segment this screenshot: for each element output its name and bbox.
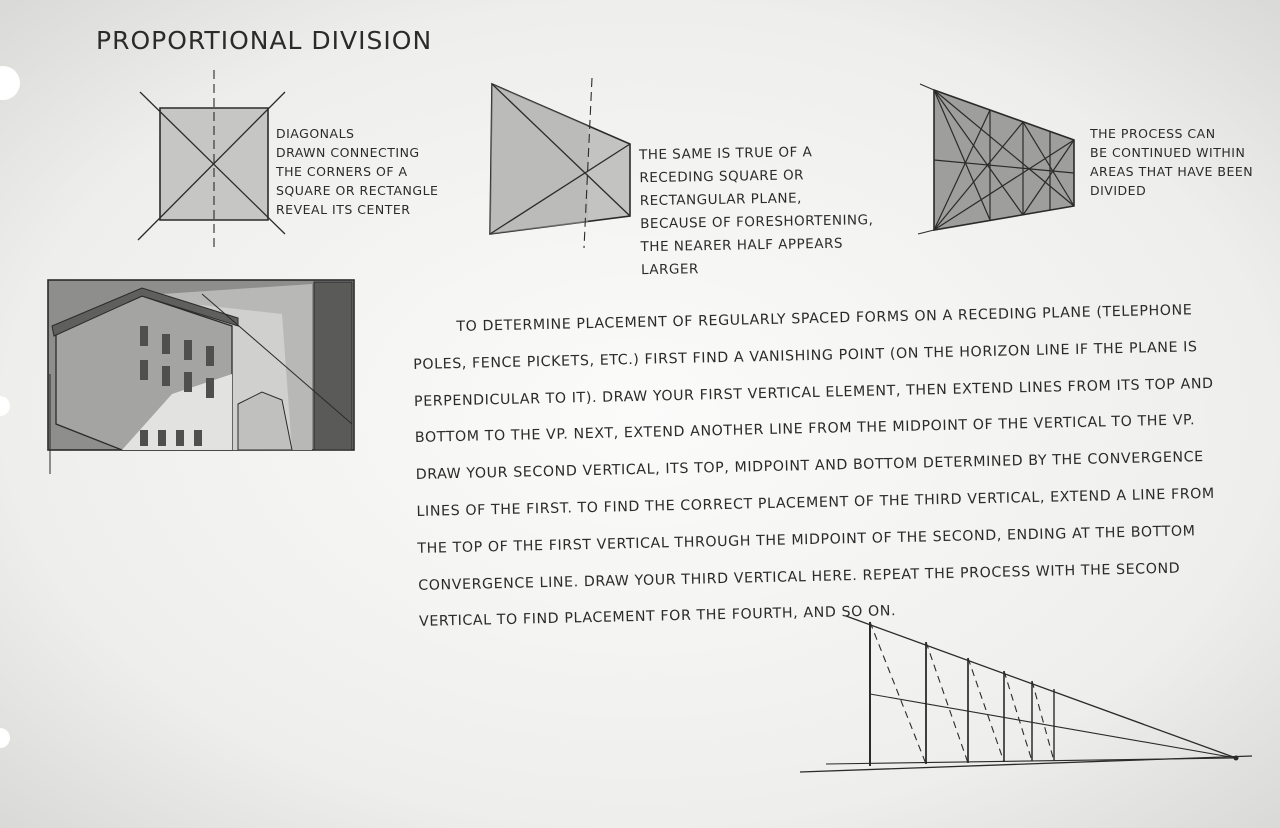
caption-square: DIAGONALS DRAWN CONNECTING THE CORNERS OF A SQUARE OR RECTANGLE REVEAL ITS CENTER [276, 126, 439, 217]
square-diagonals-diagram [130, 66, 290, 256]
vanishing-point-fence-diagram [796, 612, 1256, 782]
caption-receding-plane: THE SAME IS TRUE OF A RECEDING SQUARE OR RECTANGULAR PLANE, BECAUSE OF FORESHORTENING, THE NEARER HALF APPEARS LARGER [638, 144, 874, 279]
caption-subdivided: THE PROCESS CAN BE CONTINUED WITHIN AREAS THAT HAVE BEEN DIVIDED [1090, 126, 1254, 198]
receding-plane-diagram [480, 76, 640, 256]
building-sketch-illustration [42, 274, 362, 480]
page-title: PROPORTIONAL DIVISION [96, 26, 433, 55]
subdivided-plane-diagram [918, 80, 1088, 240]
instruction-paragraph: TO DETERMINE PLACEMENT OF REGULARLY SPACED FORMS ON A RECEDING PLANE (TELEPHONE POLES, FENCE PICKETS, ETC.) FIRST FIND A VANISHING POINT (ON THE HORIZON LINE IF THE PLANE IS PERPENDICULAR TO IT). DRAW YOUR FIRST VERTICAL ELEMENT, THEN EXTEND LINES FROM ITS TOP AND BOTTOM TO THE VP. NEXT, EXTEND ANOTHER LINE FROM THE MIDPOINT OF THE VERTICAL TO THE VP. DRAW YOUR SECOND VERTICAL, ITS TOP, MIDPOINT AND BOTTOM DETERMINED BY THE CONVERGENCE LINES OF THE FIRST. TO FIND THE CORRECT PLACEMENT OF THE THIRD VERTICAL, EXTEND A LINE FROM THE TOP OF THE FIRST VERTICAL THROUGH THE MIDPOINT OF THE SECOND, ENDING AT THE BOTTOM CONVERGENCE LINE. DRAW YOUR THIRD VERTICAL HERE. REPEAT THE PROCESS WITH THE SECOND VERTICAL TO FIND PLACEMENT FOR THE FOURTH, AND SO ON. [413, 302, 1215, 631]
